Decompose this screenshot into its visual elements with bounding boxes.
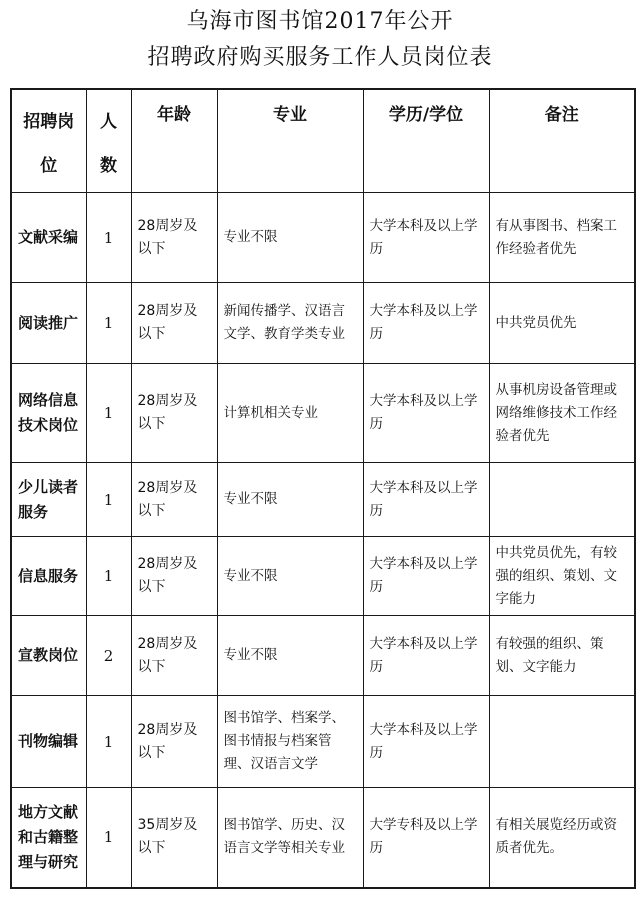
cell-post: 阅读推广 [11, 283, 86, 364]
cell-age: 28周岁及以下 [131, 364, 217, 463]
cell-count: 1 [86, 463, 131, 537]
table-row [11, 463, 635, 537]
cell-count: 1 [86, 537, 131, 616]
cell-count: 1 [86, 788, 131, 888]
cell-major: 专业不限 [217, 616, 363, 696]
cell-education: 大学本科及以上学历 [363, 696, 489, 788]
cell-count: 1 [86, 283, 131, 364]
cell-remarks [489, 696, 635, 788]
header-education: 学历/学位 [363, 89, 489, 193]
cell-post: 网络信息技术岗位 [11, 364, 86, 463]
cell-education: 大学专科及以上学历 [363, 788, 489, 888]
cell-age: 35周岁及以下 [131, 788, 217, 888]
cell-education: 大学本科及以上学历 [363, 283, 489, 364]
cell-age: 28周岁及以下 [131, 537, 217, 616]
cell-major: 专业不限 [217, 193, 363, 283]
cell-count: 2 [86, 616, 131, 696]
cell-age: 28周岁及以下 [131, 696, 217, 788]
cell-post: 少儿读者服务 [11, 463, 86, 537]
header-remarks: 备注 [489, 89, 635, 193]
table-row [11, 364, 635, 463]
cell-remarks: 有较强的组织、策划、文字能力 [489, 616, 635, 696]
header-age: 年龄 [131, 89, 217, 193]
header-major: 专业 [217, 89, 363, 193]
cell-count: 1 [86, 364, 131, 463]
cell-age: 28周岁及以下 [131, 463, 217, 537]
cell-count: 1 [86, 696, 131, 788]
cell-remarks: 中共党员优先，有较强的组织、策划、文字能力 [489, 537, 635, 616]
cell-education: 大学本科及以上学历 [363, 193, 489, 283]
table-row [11, 788, 635, 888]
cell-major: 计算机相关专业 [217, 364, 363, 463]
cell-education: 大学本科及以上学历 [363, 463, 489, 537]
cell-count: 1 [86, 193, 131, 283]
cell-age: 28周岁及以下 [131, 616, 217, 696]
cell-major: 专业不限 [217, 463, 363, 537]
cell-remarks: 有相关展览经历或资质者优先。 [489, 788, 635, 888]
cell-major: 图书馆学、档案学、图书情报与档案管理、汉语言文学 [217, 696, 363, 788]
cell-remarks: 中共党员优先 [489, 283, 635, 364]
header-count: 人数 [86, 89, 131, 193]
title-line-1: 乌海市图书馆2017年公开 [186, 9, 454, 34]
cell-post: 地方文献和古籍整理与研究 [11, 788, 86, 888]
table-row [11, 616, 635, 696]
cell-education: 大学本科及以上学历 [363, 537, 489, 616]
cell-post: 文献采编 [11, 193, 86, 283]
table-row [11, 537, 635, 616]
cell-education: 大学本科及以上学历 [363, 364, 489, 463]
table-row [11, 696, 635, 788]
cell-major: 图书馆学、历史、汉语言文学等相关专业 [217, 788, 363, 888]
table-header-row [11, 89, 635, 193]
cell-remarks: 从事机房设备管理或网络维修技术工作经验者优先 [489, 364, 635, 463]
cell-remarks [489, 463, 635, 537]
cell-age: 28周岁及以下 [131, 193, 217, 283]
cell-age: 28周岁及以下 [131, 283, 217, 364]
table-row [11, 283, 635, 364]
cell-education: 大学本科及以上学历 [363, 616, 489, 696]
cell-major: 新闻传播学、汉语言文学、教育学类专业 [217, 283, 363, 364]
cell-major: 专业不限 [217, 537, 363, 616]
title-line-2: 招聘政府购买服务工作人员岗位表 [147, 45, 493, 70]
cell-post: 宣教岗位 [11, 616, 86, 696]
document-title [0, 0, 640, 76]
header-post: 招聘岗位 [11, 89, 86, 193]
table-row [11, 193, 635, 283]
job-positions-table [10, 88, 636, 889]
cell-remarks: 有从事图书、档案工作经验者优先 [489, 193, 635, 283]
cell-post: 刊物编辑 [11, 696, 86, 788]
cell-post: 信息服务 [11, 537, 86, 616]
